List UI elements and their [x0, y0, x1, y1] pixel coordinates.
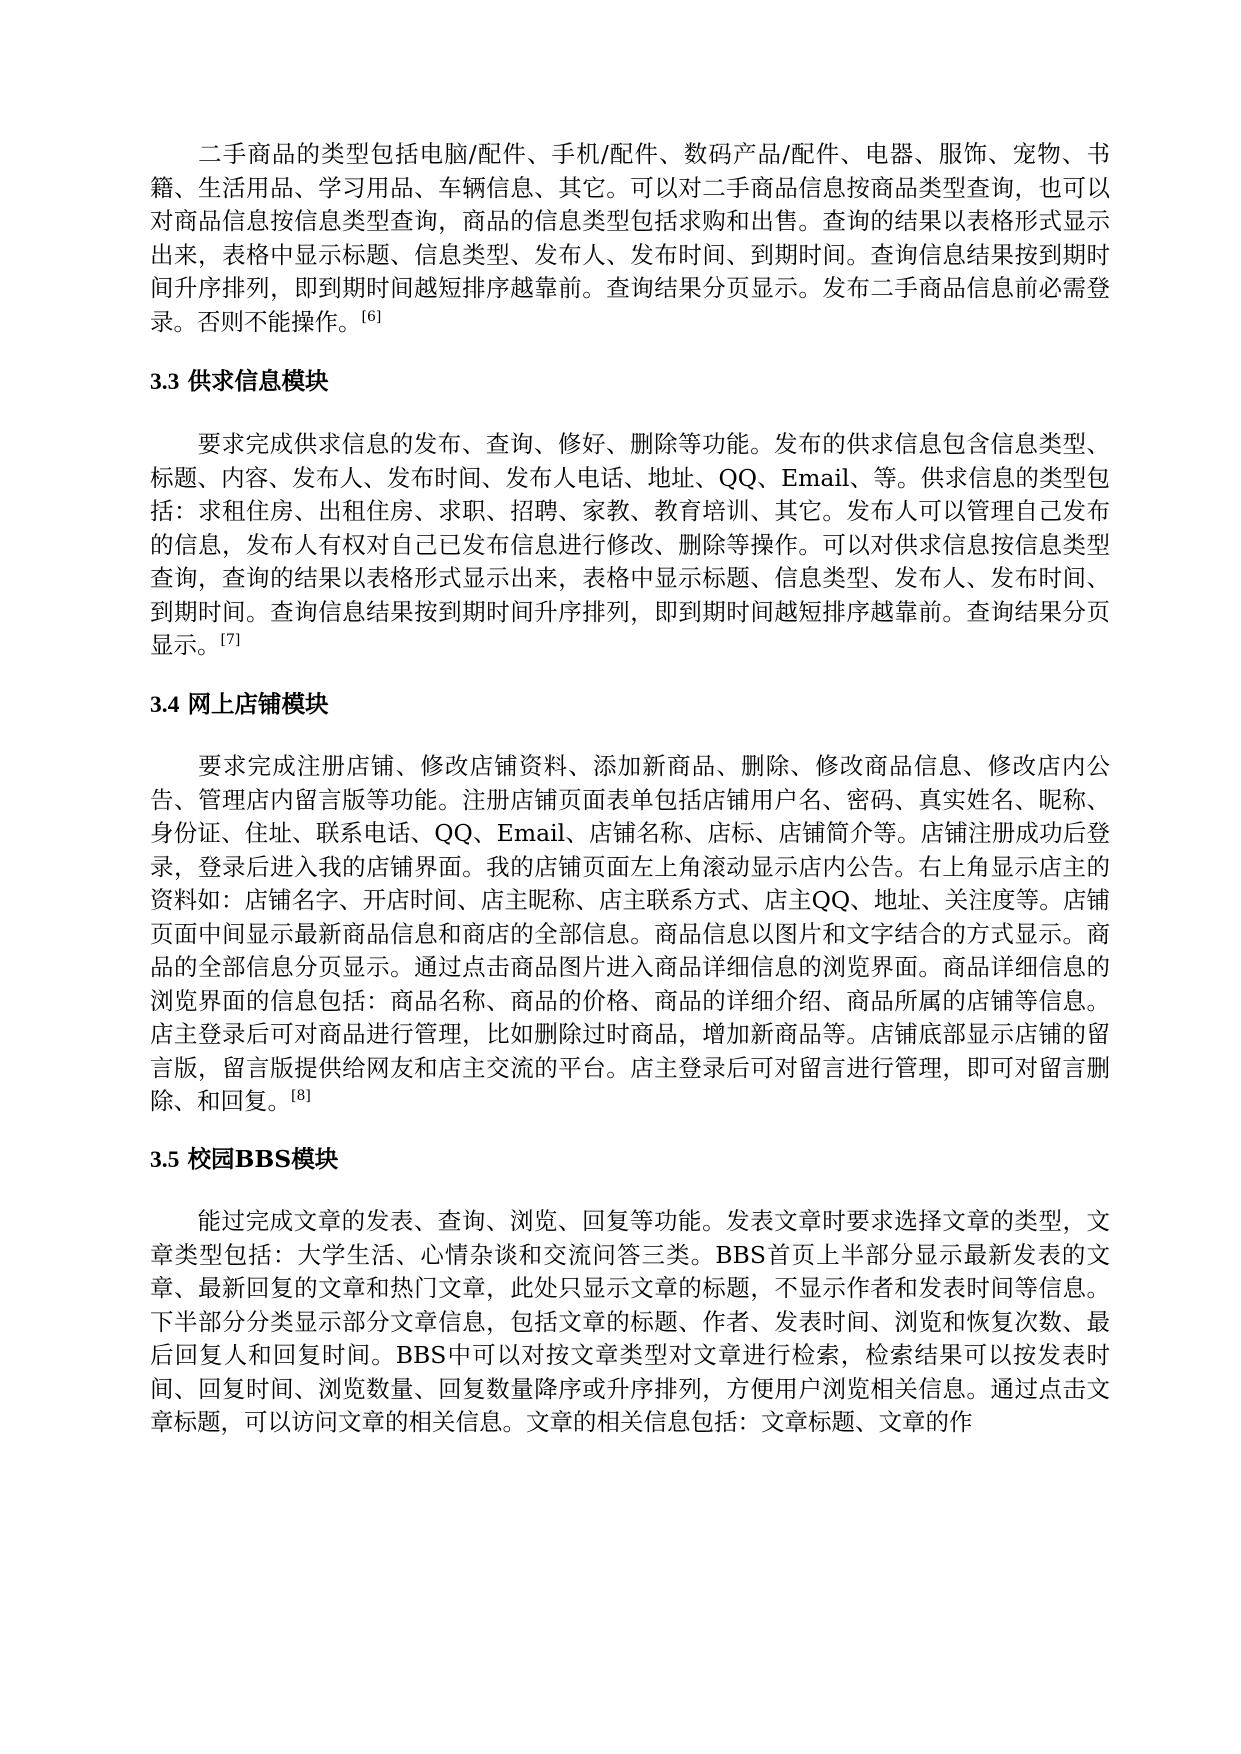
section-heading-3-5: [150, 1144, 1110, 1175]
paragraph-text: 能过完成文章的发表、查询、浏览、回复等功能。发表文章时要求选择文章的类型，文章类型包括：大学生活、心情杂谈和交流问答三类。BBS首页上半部分显示最新发表的文章、最新回复的文章和热门文章，此处只显示文章的标题，不显示作者和发表时间等信息。下半部分分类显示部分文章信息，包括文章的标题、作者、发表时间、浏览和恢复次数、最后回复人和回复时间。BBS中可以对按文章类型对文章进行检索，检索结果可以按发表时间、回复时间、浏览数量、回复数量降序或升序排列，方便用户浏览相关信息。通过点击文章标题，可以访问文章的相关信息。文章的相关信息包括：文章标题、文章的作: [150, 1207, 1110, 1436]
section-title: 校园BBS模块: [187, 1145, 339, 1173]
section-number: 3.5: [150, 1147, 180, 1173]
section-heading-3-3: [150, 366, 1110, 397]
citation-ref: [7]: [220, 632, 241, 649]
section-title: 网上店铺模块: [187, 690, 329, 718]
paragraph-supply-demand: [150, 428, 1110, 663]
section-heading-3-4: [150, 689, 1110, 720]
section-title: 供求信息模块: [187, 367, 329, 395]
paragraph-text: 要求完成注册店铺、修改店铺资料、添加新商品、删除、修改商品信息、修改店内公告、管理店内留言版等功能。注册店铺页面表单包括店铺用户名、密码、真实姓名、昵称、身份证、住址、联系电话、QQ、Email、店铺名称、店标、店铺简介等。店铺注册成功后登录，登录后进入我的店铺界面。我的店铺页面左上角滚动显示店内公告。右上角显示店主的资料如：店铺名字、开店时间、店主昵称、店主联系方式、店主QQ、地址、关注度等。店铺页面中间显示最新商品信息和商店的全部信息。商品信息以图片和文字结合的方式显示。商品的全部信息分页显示。通过点击商品图片进入商品详细信息的浏览界面。商品详细信息的浏览界面的信息包括：商品名称、商品的价格、商品的详细介绍、商品所属的店铺等信息。店主登录后可对商品进行管理，比如删除过时商品，增加新商品等。店铺底部显示店铺的留言版，留言版提供给网友和店主交流的平台。店主登录后可对留言进行管理，即可对留言删除、和回复。: [150, 752, 1110, 1115]
paragraph-campus-bbs: [150, 1205, 1110, 1440]
paragraph-text: 二手商品的类型包括电脑/配件、手机/配件、数码产品/配件、电器、服饰、宠物、书籍、生活用品、学习用品、车辆信息、其它。可以对二手商品信息按商品类型查询，也可以对商品信息按信息类型查询，商品的信息类型包括求购和出售。查询的结果以表格形式显示出来，表格中显示标题、信息类型、发布人、发布时间、到期时间。查询信息结果按到期时间升序排列，即到期时间越短排序越靠前。查询结果分页显示。发布二手商品信息前必需登录。否则不能操作。: [150, 140, 1110, 336]
paragraph-online-store: [150, 750, 1110, 1119]
citation-ref: [6]: [361, 308, 382, 325]
section-number: 3.3: [150, 369, 180, 395]
citation-ref: [8]: [291, 1088, 311, 1105]
section-number: 3.4: [150, 692, 180, 718]
paragraph-secondhand-goods: [150, 138, 1110, 339]
paragraph-text: 要求完成供求信息的发布、查询、修好、删除等功能。发布的供求信息包含信息类型、标题、内容、发布人、发布时间、发布人电话、地址、QQ、Email、等。供求信息的类型包括：求租住房、出租住房、求职、招聘、家教、教育培训、其它。发布人可以管理自己发布的信息，发布人有权对自己已发布信息进行修改、删除等操作。可以对供求信息按信息类型查询，查询的结果以表格形式显示出来，表格中显示标题、信息类型、发布人、发布时间、到期时间。查询信息结果按到期时间升序排列，即到期时间越短排序越靠前。查询结果分页显示。: [150, 430, 1110, 659]
